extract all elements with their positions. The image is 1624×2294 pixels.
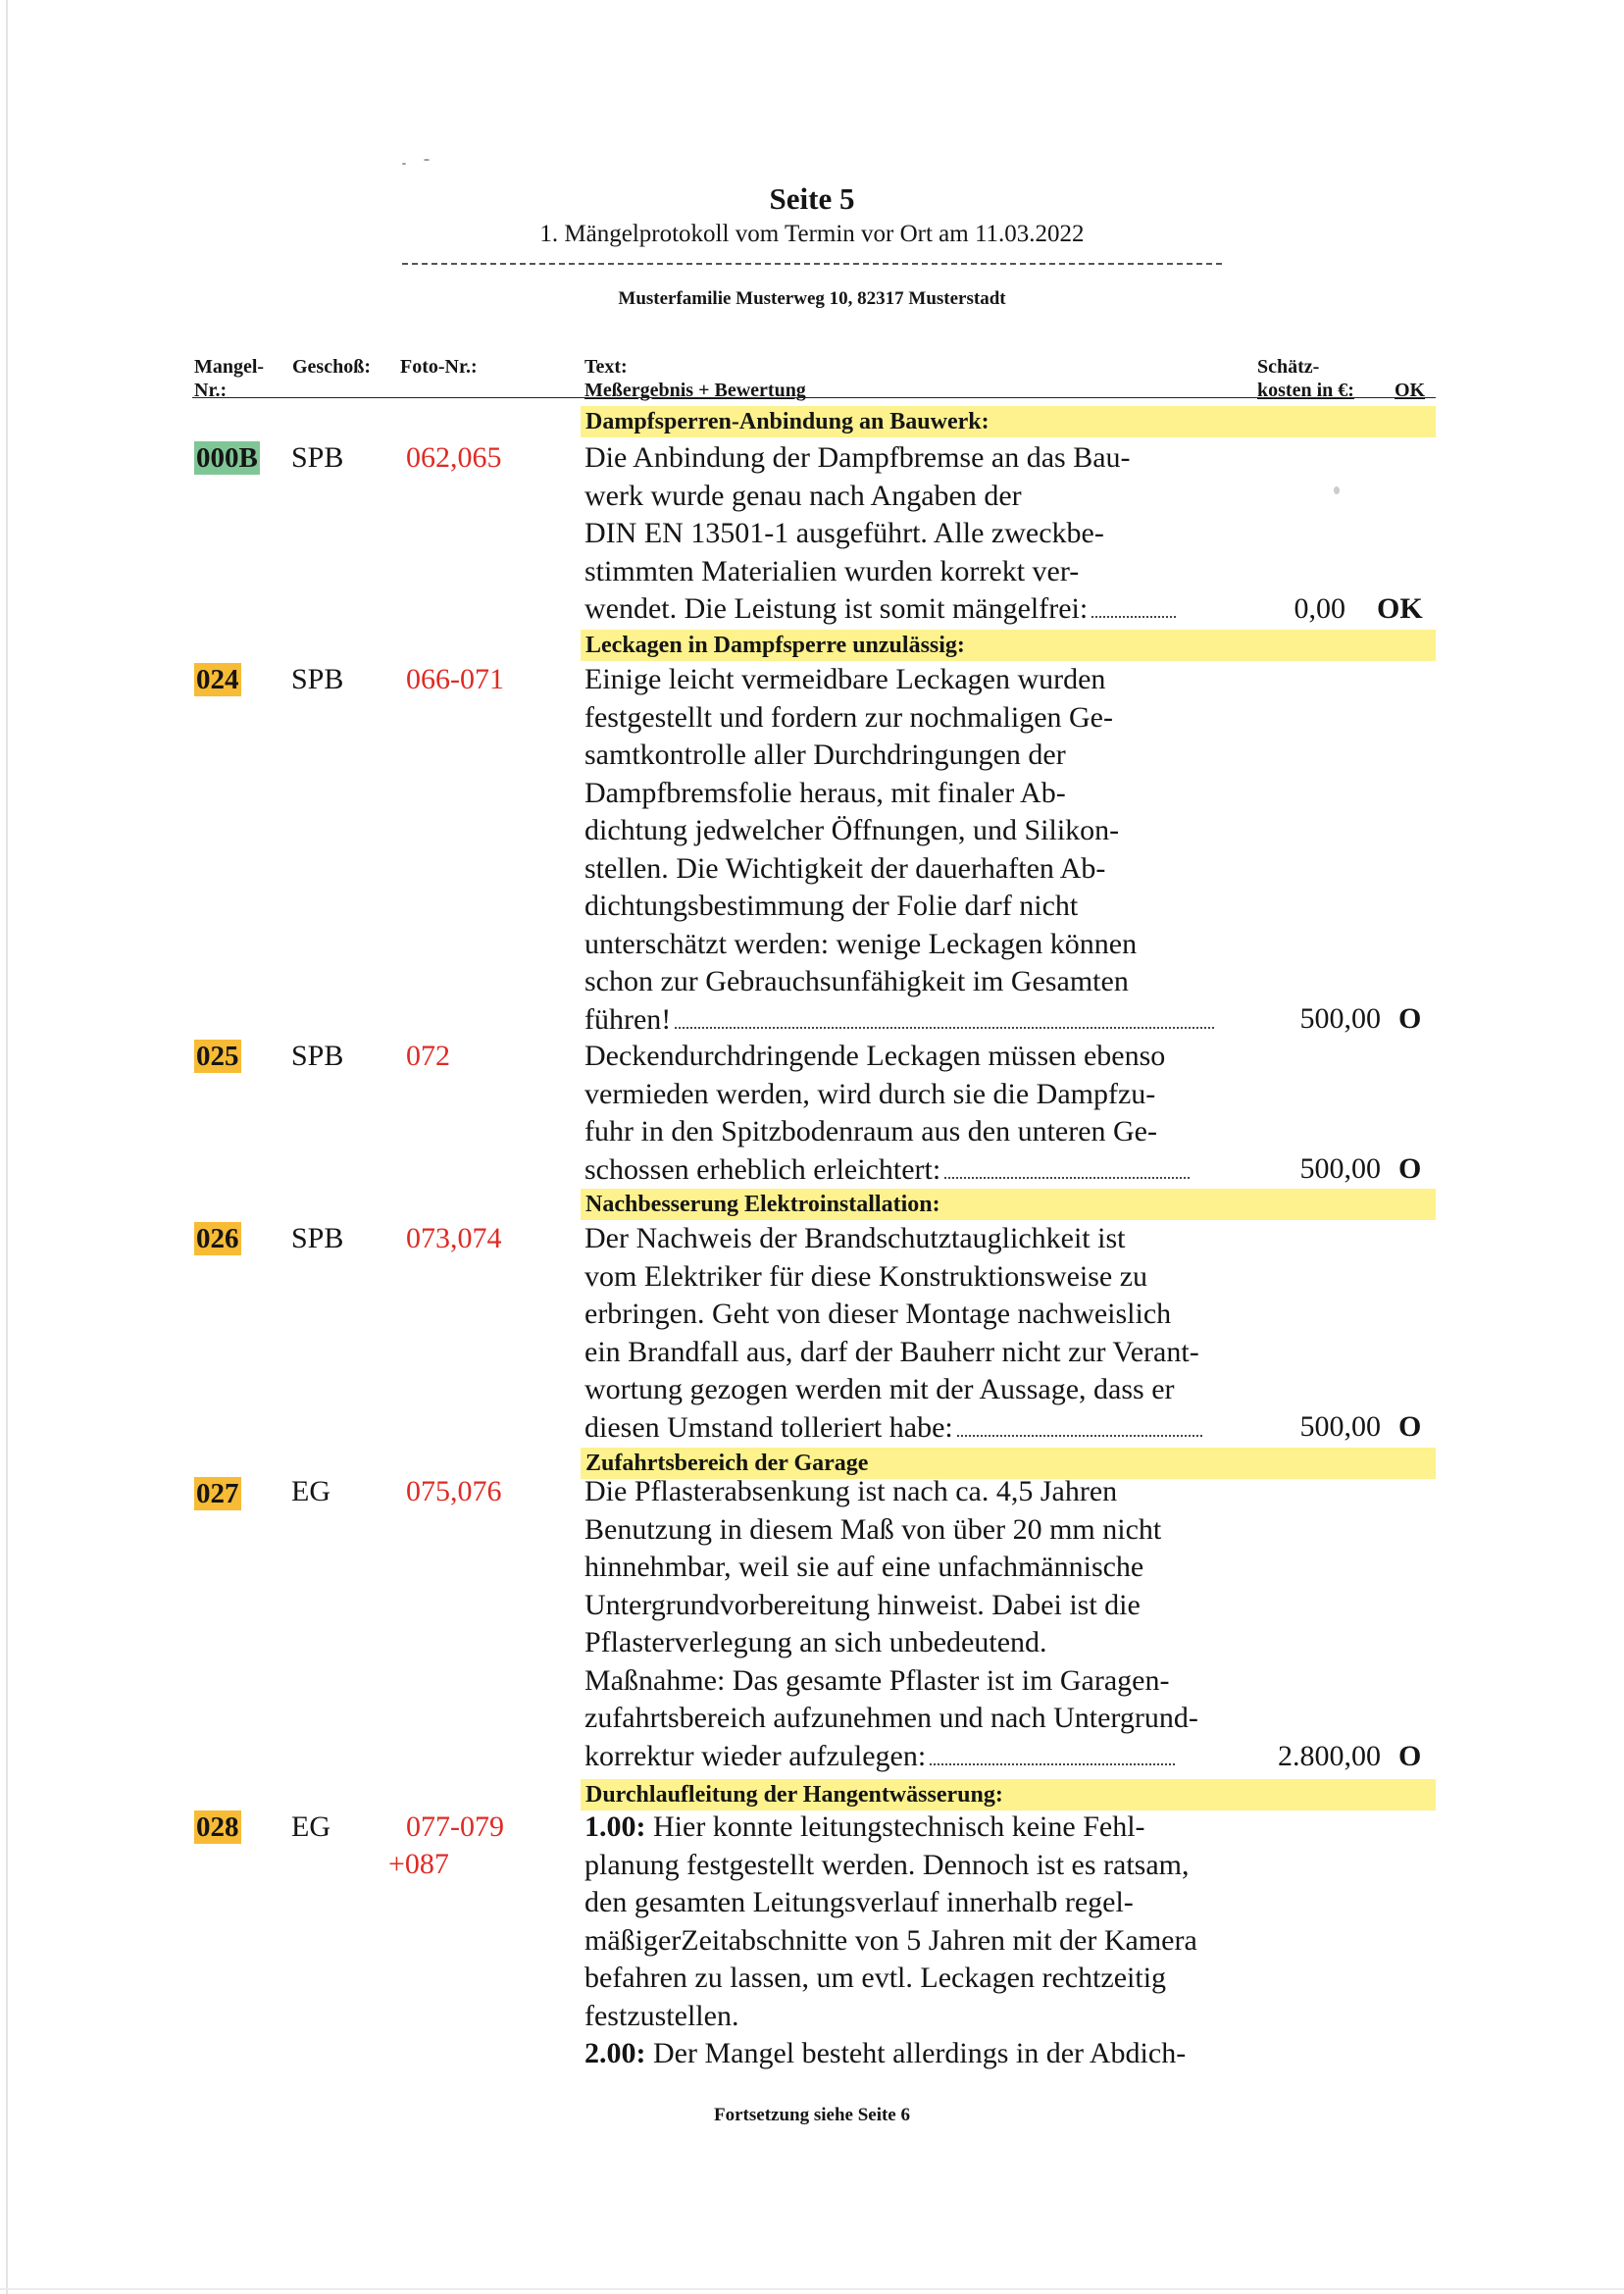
column-header-nr-line1: Mangel- xyxy=(194,356,265,378)
estimated-cost: 500,00 xyxy=(1299,1410,1381,1443)
status-open: O xyxy=(1398,1002,1422,1035)
column-header-ok: OK xyxy=(1395,380,1426,401)
dot-leader xyxy=(944,1155,1190,1179)
text-line: fuhr in den Spitzbodenraum aus den unteren Ge- xyxy=(584,1115,1157,1147)
text-line: Einige leicht vermeidbare Leckagen wurden xyxy=(584,663,1106,695)
scan-speck xyxy=(1334,486,1340,494)
section-heading: Zufahrtsbereich der Garage xyxy=(585,1451,869,1476)
header-rule xyxy=(192,397,1436,398)
column-header-nr-line2: Nr.: xyxy=(194,380,228,401)
text-line: Pflasterverlegung an sich unbedeutend. xyxy=(584,1626,1047,1658)
dot-leader xyxy=(1091,594,1176,618)
defect-number: 027 xyxy=(196,1478,239,1509)
photo-numbers: 066-071 xyxy=(406,663,504,695)
estimated-cost: 0,00 xyxy=(1294,592,1345,625)
column-header-cost xyxy=(1257,355,1354,402)
client-address: Musterfamilie Musterweg 10, 82317 Musterstadt xyxy=(618,288,1006,309)
column-header-cost-line1: Schätz- xyxy=(1257,356,1320,378)
floor: SPB xyxy=(291,1222,344,1254)
estimated-cost: 500,00 xyxy=(1299,1002,1381,1035)
text-line: zufahrtsbereich aufzunehmen und nach Untergrund- xyxy=(584,1702,1198,1734)
text-line: Hier konnte leitungstechnisch keine Fehl- xyxy=(645,1810,1145,1843)
text-line: Untergrundvorbereitung hinweist. Dabei ist die xyxy=(584,1588,1141,1621)
text-line: mäßigerZeitabschnitte von 5 Jahren mit der Kamera xyxy=(584,1923,1197,1957)
scan-speck xyxy=(402,163,406,165)
dot-leader xyxy=(675,1005,1214,1029)
text-line: samtkontrolle aller Durchdringungen der xyxy=(584,739,1066,771)
text-line: Die Anbindung der Dampfbremse an das Bau- xyxy=(584,441,1131,474)
text-line: Dampfbremsfolie heraus, mit finaler Ab- xyxy=(584,776,1066,809)
text-line: vom Elektriker für diese Konstruktionsweise zu xyxy=(584,1259,1148,1293)
floor: SPB xyxy=(291,441,344,474)
defect-description xyxy=(584,439,1271,629)
scan-speck xyxy=(424,159,430,161)
dashed-divider xyxy=(402,263,1222,265)
estimated-cost: 2.800,00 xyxy=(1278,1740,1381,1772)
text-line: planung festgestellt werden. Dennoch ist es ratsam, xyxy=(584,1848,1190,1881)
floor: EG xyxy=(291,1475,330,1507)
estimated-cost: 500,00 xyxy=(1299,1152,1381,1185)
text-line: dichtungsbestimmung der Folie darf nicht xyxy=(584,890,1079,922)
column-header-geschoss: Geschoß: xyxy=(292,356,371,378)
scan-bottom-edge xyxy=(0,2288,1624,2290)
status-open: O xyxy=(1398,1410,1422,1443)
defect-number: 026 xyxy=(196,1223,239,1254)
text-line: vermieden werden, wird durch sie die Dampfzu- xyxy=(584,1077,1156,1110)
page-title: Seite 5 xyxy=(769,181,855,216)
text-line: führen! xyxy=(584,1002,672,1036)
text-line: dichtung jedwelcher Öffnungen, und Silikon- xyxy=(584,814,1120,846)
text-line: korrektur wieder aufzulegen: xyxy=(584,1739,927,1772)
continuation-footer: Fortsetzung siehe Seite 6 xyxy=(714,2105,910,2125)
column-header-text xyxy=(584,355,806,402)
column-header-cost-line2: kosten in €: xyxy=(1257,380,1354,401)
photo-numbers: 075,076 xyxy=(406,1475,502,1507)
paragraph-number: 1.00: xyxy=(584,1810,646,1843)
defect-number: 000B xyxy=(196,442,258,474)
text-line: Maßnahme: Das gesamte Pflaster ist im Garagen- xyxy=(584,1663,1170,1697)
defect-description xyxy=(584,1220,1271,1447)
column-header-text-line2: Meßergebnis + Bewertung xyxy=(584,380,806,401)
text-line: DIN EN 13501-1 ausgeführt. Alle zweckbe- xyxy=(584,517,1104,549)
column-header-foto: Foto-Nr.: xyxy=(400,356,478,378)
text-line: den gesamten Leitungsverlauf innerhalb regel- xyxy=(584,1886,1134,1918)
defect-number: 025 xyxy=(196,1041,239,1072)
photo-numbers: 073,074 xyxy=(406,1222,502,1254)
text-line: wortung gezogen werden mit der Aussage, dass er xyxy=(584,1373,1175,1405)
section-heading: Dampfsperren-Anbindung an Bauwerk: xyxy=(585,409,990,434)
defect-number: 024 xyxy=(196,664,239,695)
text-line: Benutzung in diesem Maß von über 20 mm nicht xyxy=(584,1512,1162,1546)
photo-numbers-extra: +087 xyxy=(388,1848,449,1880)
status-open: O xyxy=(1398,1152,1422,1185)
text-line: stellen. Die Wichtigkeit der dauerhaften Ab- xyxy=(584,851,1106,885)
text-line: werk wurde genau nach Angaben der xyxy=(584,479,1022,512)
text-line: hinnehmbar, weil sie auf eine unfachmännische xyxy=(584,1551,1144,1583)
defect-description xyxy=(584,1809,1271,2073)
text-line: ein Brandfall aus, darf der Bauherr nicht zur Verant- xyxy=(584,1335,1199,1368)
text-line: festzustellen. xyxy=(584,1999,739,2032)
text-line: stimmten Materialien wurden korrekt ver- xyxy=(584,554,1080,587)
dot-leader xyxy=(957,1413,1202,1437)
text-line: schon zur Gebrauchsunfähigkeit im Gesamten xyxy=(584,965,1129,997)
status-ok: OK xyxy=(1377,592,1423,625)
section-heading: Leckagen in Dampfsperre unzulässig: xyxy=(585,633,965,658)
text-line: schossen erheblich erleichtert: xyxy=(584,1152,941,1186)
text-line: festgestellt und fordern zur nochmaligen Ge- xyxy=(584,700,1113,734)
scan-left-edge xyxy=(6,0,8,2294)
text-line: diesen Umstand tolleriert habe: xyxy=(584,1410,953,1444)
section-heading: Nachbesserung Elektroinstallation: xyxy=(585,1192,940,1217)
text-line: Die Pflasterabsenkung ist nach ca. 4,5 Jahren xyxy=(584,1475,1118,1507)
text-line: erbringen. Geht von dieser Montage nachweislich xyxy=(584,1298,1172,1330)
status-open: O xyxy=(1398,1740,1422,1772)
floor: EG xyxy=(291,1810,330,1843)
text-line: wendet. Die Leistung ist somit mängelfrei: xyxy=(584,592,1089,625)
column-header-text-line1: Text: xyxy=(584,356,628,378)
text-line: befahren zu lassen, um evtl. Leckagen rechtzeitig xyxy=(584,1962,1167,1994)
text-line: Der Mangel besteht allerdings in der Abdich- xyxy=(645,2037,1187,2069)
photo-numbers: 072 xyxy=(406,1040,450,1072)
paragraph-number: 2.00: xyxy=(584,2037,646,2069)
column-header-nr xyxy=(194,355,264,402)
defect-description xyxy=(584,661,1271,1039)
defect-description xyxy=(584,1473,1271,1775)
text-line: Deckendurchdringende Leckagen müssen ebenso xyxy=(584,1040,1166,1072)
protocol-subtitle: 1. Mängelprotokoll vom Termin vor Ort am 11.03.2022 xyxy=(539,221,1085,247)
text-line: unterschätzt werden: wenige Leckagen können xyxy=(584,927,1138,960)
photo-numbers: 062,065 xyxy=(406,441,502,474)
floor: SPB xyxy=(291,1040,344,1072)
photo-numbers: 077-079 xyxy=(406,1810,504,1843)
defect-description xyxy=(584,1038,1271,1189)
dot-leader xyxy=(930,1742,1175,1765)
defect-number: 028 xyxy=(196,1811,239,1843)
floor: SPB xyxy=(291,663,344,695)
section-heading: Durchlaufleitung der Hangentwässerung: xyxy=(585,1782,1003,1808)
text-line: Der Nachweis der Brandschutztauglichkeit ist xyxy=(584,1222,1126,1254)
